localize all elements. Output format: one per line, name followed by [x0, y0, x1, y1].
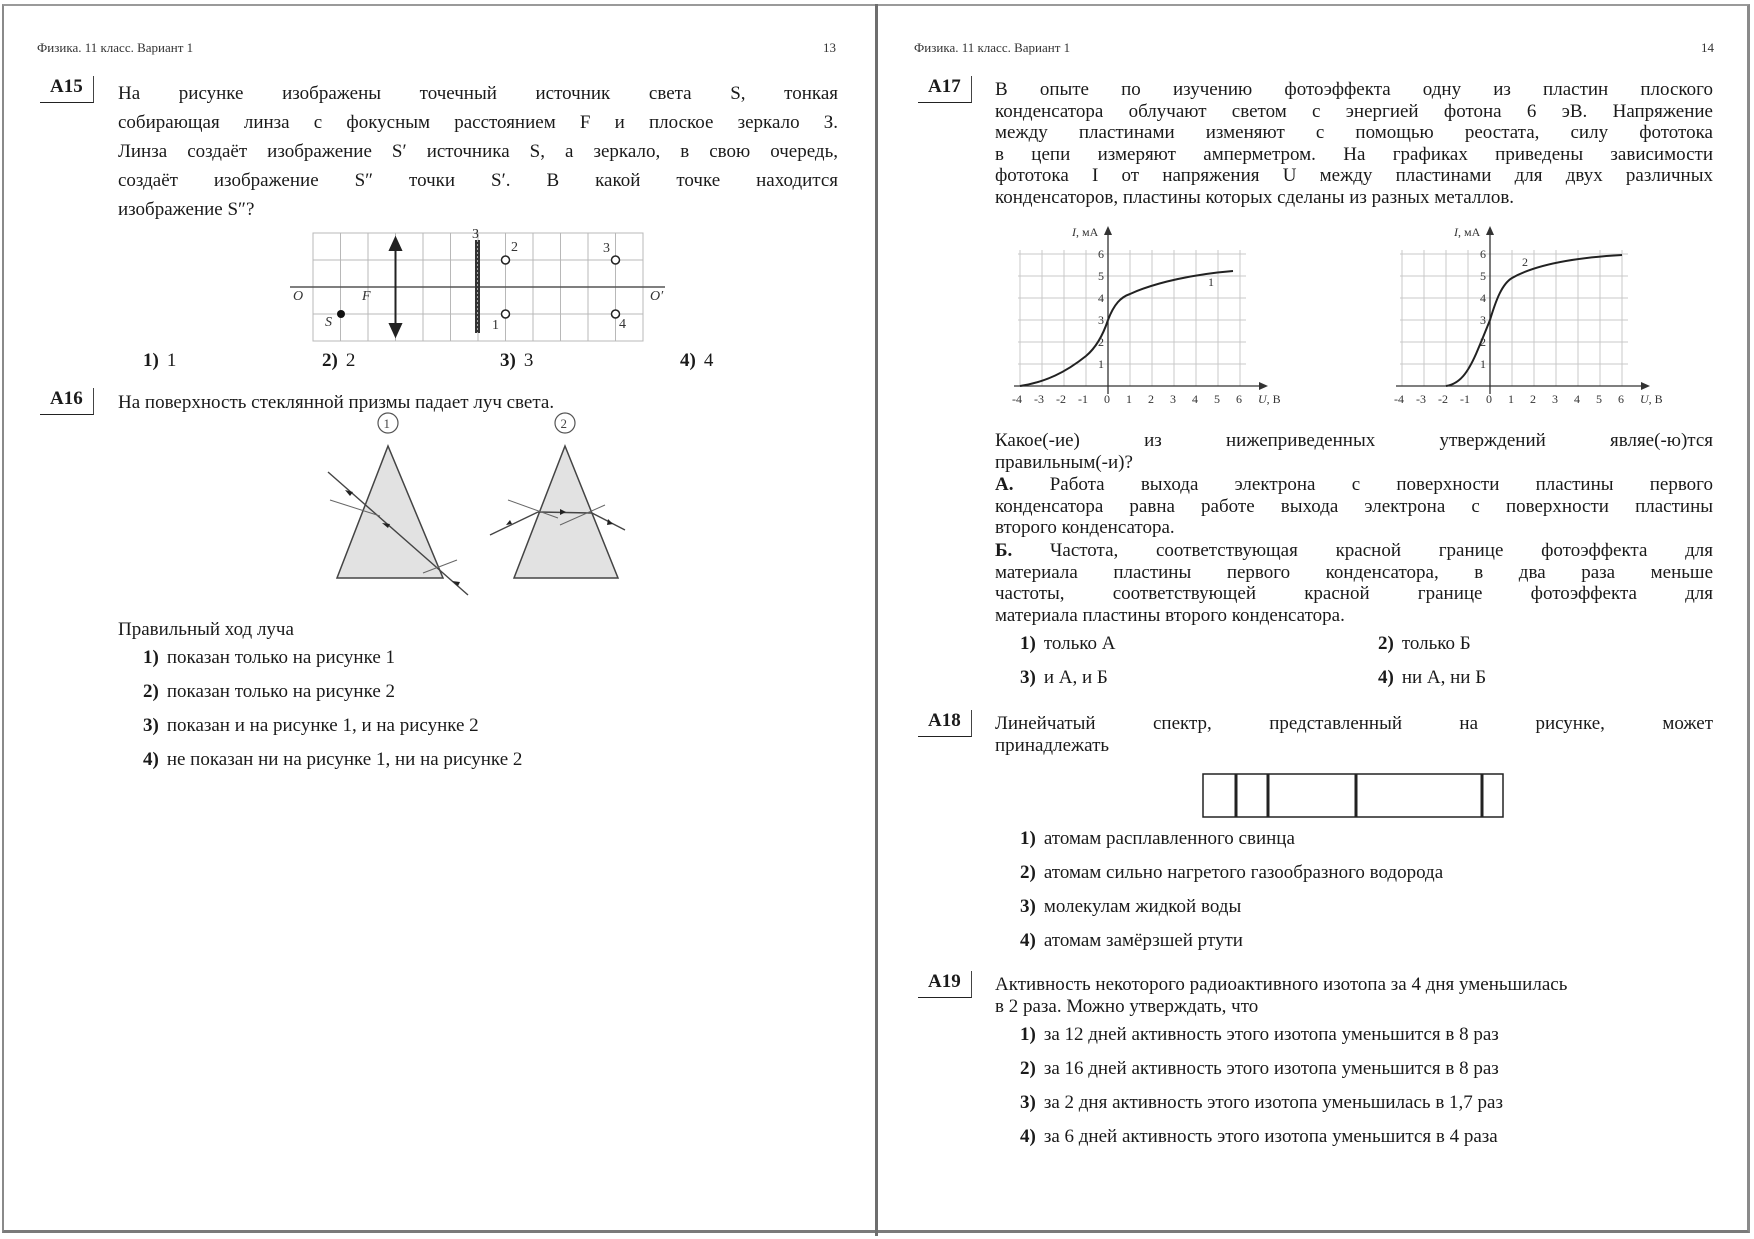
svg-text:I, мА: I, мА: [1072, 225, 1099, 239]
svg-text:U, В: U, В: [1258, 392, 1281, 406]
option-a19-1[interactable]: 1) за 12 дней активность этого изотопа уменьшится в 8 раз: [1020, 1024, 1499, 1045]
text-line: создаёт изображение S″ точки S′. В какой точке находится: [118, 170, 838, 191]
lens-mirror-diagram: [285, 228, 685, 346]
svg-text:2: 2: [1522, 255, 1528, 269]
svg-text:5: 5: [1596, 392, 1602, 406]
page-number: 14: [1701, 40, 1714, 55]
option-a15-1[interactable]: 1) 1: [143, 350, 177, 371]
text-line: изображение S″?: [118, 199, 255, 220]
option-a19-3[interactable]: 3) за 2 дня активность этого изотопа уменьшилась в 1,7 раз: [1020, 1092, 1503, 1113]
svg-text:5: 5: [1480, 269, 1486, 283]
svg-text:6: 6: [1480, 247, 1486, 261]
question-number-a17: A17: [918, 76, 972, 103]
text-line: материала пластины второго конденсатора.: [995, 604, 1345, 626]
question-a17-text: [995, 79, 1713, 208]
svg-text:2: 2: [560, 416, 567, 431]
svg-text:I, мА: I, мА: [1454, 225, 1481, 239]
svg-text:2: 2: [1148, 392, 1154, 406]
option-a16-4[interactable]: 4) не показан ни на рисунке 1, ни на рисунке 2: [143, 749, 523, 770]
text-line: материала пластины первого конденсатора, в два раза меньше: [995, 561, 1713, 583]
question-a15-text: [118, 79, 838, 224]
svg-text:1: 1: [1480, 357, 1486, 371]
svg-text:4: 4: [1574, 392, 1580, 406]
text-line: частоты, соответствующей красной границе фотоэффекта для: [995, 583, 1713, 604]
svg-text:1: 1: [1208, 275, 1214, 289]
text-line: Линейчатый спектр, представленный на рисунке, может: [995, 713, 1713, 734]
svg-text:1: 1: [492, 318, 499, 333]
text-line: собирающая линза с фокусным расстоянием F и плоское зеркало З.: [118, 112, 838, 133]
option-a18-1[interactable]: 1) атомам расплавленного свинца: [1020, 828, 1295, 849]
option-a19-4[interactable]: 4) за 6 дней активность этого изотопа уменьшится в 4 раза: [1020, 1126, 1498, 1147]
page-14: [878, 0, 1754, 1239]
svg-text:4: 4: [619, 317, 626, 332]
svg-text:-4: -4: [1394, 392, 1404, 406]
question-a19-text: [995, 974, 1713, 1017]
source-point: [337, 310, 345, 318]
svg-text:0: 0: [1104, 392, 1110, 406]
svg-text:-1: -1: [1078, 392, 1088, 406]
option-a18-3[interactable]: 3) молекулам жидкой воды: [1020, 896, 1242, 917]
option-a15-4[interactable]: 4) 4: [680, 350, 714, 371]
svg-text:2: 2: [1098, 335, 1104, 349]
option-a16-3[interactable]: 3) показан и на рисунке 1, и на рисунке 2: [143, 715, 479, 736]
text-line: конденсаторов, пластины которых сделаны из разных металлов.: [995, 186, 1515, 208]
svg-text:U, В: U, В: [1640, 392, 1663, 406]
question-a16-text: На поверхность стеклянной призмы падает луч света.: [118, 392, 555, 413]
text-line: правильным(-и)?: [995, 451, 1133, 473]
option-a18-4[interactable]: 4) атомам замёрзшей ртути: [1020, 930, 1243, 951]
option-a17-2[interactable]: 2) только Б: [1378, 633, 1471, 654]
page-13: [0, 0, 875, 1239]
text-line: Линза создаёт изображение S′ источника S, а зеркало, в свою очередь,: [118, 141, 838, 162]
option-a16-1[interactable]: 1) показан только на рисунке 1: [143, 647, 396, 668]
svg-text:-4: -4: [1012, 392, 1022, 406]
page-number: 13: [823, 40, 836, 55]
running-header: Физика. 11 класс. Вариант 1: [914, 40, 1071, 55]
svg-text:4: 4: [1480, 291, 1486, 305]
question-a17-question: [995, 430, 1713, 473]
svg-text:4: 4: [1192, 392, 1198, 406]
svg-text:4: 4: [1098, 291, 1104, 305]
question-number-a16: A16: [40, 388, 94, 415]
option-a16-2[interactable]: 2) показан только на рисунке 2: [143, 681, 396, 702]
svg-text:6: 6: [1618, 392, 1624, 406]
svg-text:-3: -3: [1416, 392, 1426, 406]
svg-text:1: 1: [1508, 392, 1514, 406]
svg-text:3: 3: [1552, 392, 1558, 406]
option-a19-2[interactable]: 2) за 16 дней активность этого изотопа уменьшится в 8 раз: [1020, 1058, 1499, 1079]
text-line: фототока I от напряжения U между пластинами для двух различных: [995, 165, 1713, 186]
text-line: в 2 раза. Можно утверждать, что: [995, 995, 1259, 1017]
text-line: второго конденсатора.: [995, 517, 1175, 538]
question-number-a18: A18: [918, 710, 972, 737]
photocurrent-graph-2: [1388, 222, 1663, 412]
question-number-a15: A15: [40, 76, 94, 103]
question-a18-text: [995, 713, 1713, 756]
svg-text:6: 6: [1236, 392, 1242, 406]
svg-text:F: F: [362, 289, 371, 304]
svg-text:2: 2: [511, 240, 518, 255]
option-a18-2[interactable]: 2) атомам сильно нагретого газообразного водорода: [1020, 862, 1444, 883]
text-line: В опыте по изучению фотоэффекта одну из пластин плоского: [995, 79, 1713, 100]
svg-text:3: 3: [1098, 313, 1104, 327]
text-line: между пластинами изменяют с помощью реостата, силу фототока: [995, 122, 1713, 143]
svg-text:2: 2: [1530, 392, 1536, 406]
svg-text:O′: O′: [650, 289, 664, 304]
statement-a: А. Работа выхода электрона с поверхности пластины первого конденсатора равна работе выхода электрона с поверхности пластины второго конденсатора.: [995, 474, 1714, 538]
svg-text:6: 6: [1098, 247, 1104, 261]
svg-text:1: 1: [383, 416, 390, 431]
svg-text:З: З: [472, 227, 480, 242]
text-line: конденсатора равна работе выхода электрона с поверхности пластины: [995, 495, 1713, 517]
question-number-a19: A19: [918, 971, 972, 998]
photocurrent-graph-1: [1006, 222, 1281, 412]
svg-text:3: 3: [1170, 392, 1176, 406]
option-a15-3[interactable]: 3) 3: [500, 350, 534, 371]
svg-text:5: 5: [1214, 392, 1220, 406]
option-a17-4[interactable]: 4) ни А, ни Б: [1378, 667, 1487, 688]
svg-text:S: S: [325, 315, 332, 330]
statement-a-label: А.: [995, 474, 1014, 495]
option-a15-2[interactable]: 2) 2: [322, 350, 356, 371]
svg-text:3: 3: [1480, 313, 1486, 327]
svg-text:-1: -1: [1460, 392, 1470, 406]
svg-text:O: O: [293, 289, 304, 304]
statement-b: Б. Частота, соответствующая красной границе фотоэффекта для материала пластины первого конденсатора, в два раза меньше частоты, соответствующей красной границе фотоэффекта для материала пластины второго конденсатора.: [995, 540, 1713, 626]
text-line: в цепи измеряют амперметром. На графиках приведены зависимости: [995, 143, 1713, 165]
question-a16-prompt: Правильный ход луча: [118, 619, 294, 640]
running-header: Физика. 11 класс. Вариант 1: [37, 40, 194, 55]
option-a17-1[interactable]: 1) только А: [1020, 633, 1116, 654]
text-line: Какое(-ие) из нижеприведенных утверждений являе(-ю)тся: [995, 430, 1713, 451]
svg-text:0: 0: [1486, 392, 1492, 406]
statement-b-label: Б.: [995, 540, 1013, 561]
svg-text:3: 3: [603, 241, 610, 256]
text-line: принадлежать: [995, 734, 1110, 756]
svg-text:-2: -2: [1438, 392, 1448, 406]
svg-text:-2: -2: [1056, 392, 1066, 406]
prism-diagrams: [320, 410, 640, 610]
text-line: На рисунке изображены точечный источник света S, тонкая: [118, 83, 838, 104]
svg-text:-3: -3: [1034, 392, 1044, 406]
line-spectrum: [1202, 773, 1506, 819]
svg-text:5: 5: [1098, 269, 1104, 283]
option-a17-3[interactable]: 3) и А, и Б: [1020, 667, 1108, 688]
text-line: конденсатора облучают светом с энергией фотона 6 эВ. Напряжение: [995, 100, 1713, 122]
svg-text:2: 2: [1480, 335, 1486, 349]
svg-text:1: 1: [1098, 357, 1104, 371]
text-line: Активность некоторого радиоактивного изотопа за 4 дня уменьшилась: [995, 974, 1568, 995]
svg-text:1: 1: [1126, 392, 1132, 406]
